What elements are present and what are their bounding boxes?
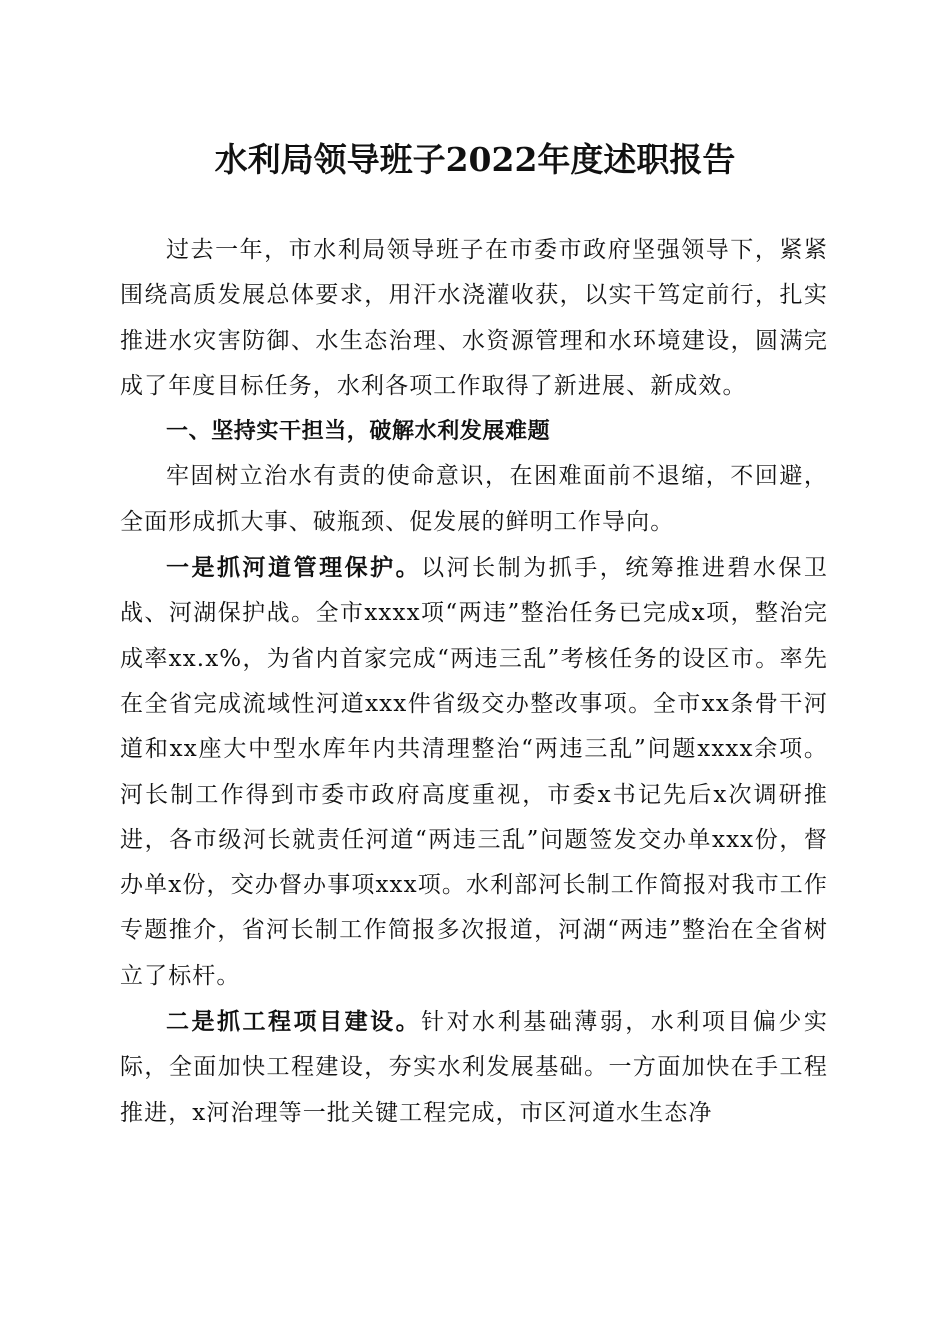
item-body-text: 以河长制为抓手，统筹推进碧水保卫战、河湖保护战。全市xxxx项“两违”整治任务已完成x项，整治完成率xx.x%，为省内首家完成“两违三乱”考核任务的设区市。率先在全省完成流域性河道xxx件省级交办整改事项。全市xx条骨干河道和xx座大中型水库年内共清理整治“两违三乱”问题xxxx余项。河长制工作得到市委市政府高度重视，市委x书记先后x次调研推进，各市级河长就责任河道“两违三乱”问题签发交办单xxx份，督办单x份，交办督办事项xxx项。水利部河长制工作简报对我市工作专题推介，省河长制工作简报多次报道，河湖“两违”整治在全省树立了标杆。: [120, 555, 828, 989]
item-paragraph-project-construction: [120, 999, 828, 1136]
item-body-text: 针对水利基础薄弱，水利项目偏少实际，全面加快工程建设，夯实水利发展基础。一方面加快在手工程推进，x河治理等一批关键工程完成，市区河道水生态净: [120, 1009, 828, 1126]
item-lead-text: 二是抓工程项目建设。: [166, 1008, 422, 1036]
section-heading: 一、坚持实干担当，破解水利发展难题: [166, 419, 551, 445]
item-lead-text: 一是抓河道管理保护。: [166, 554, 422, 582]
document-body: [120, 228, 828, 1136]
intro-paragraph: 过去一年，市水利局领导班子在市委市政府坚强领导下，紧紧围绕高质发展总体要求，用汗水浇灌收获，以实干笃定前行，扎实推进水灾害防御、水生态治理、水资源管理和水环境建设，圆满完成了年度目标任务，水利各项工作取得了新进展、新成效。: [120, 237, 828, 399]
document-title: 水利局领导班子2022年度述职报告: [214, 140, 736, 179]
section-intro-paragraph: 牢固树立治水有责的使命意识，在困难面前不退缩，不回避，全面形成抓大事、破瓶颈、促发展的鲜明工作导向。: [120, 463, 828, 535]
item-paragraph-river-management: [120, 545, 828, 999]
